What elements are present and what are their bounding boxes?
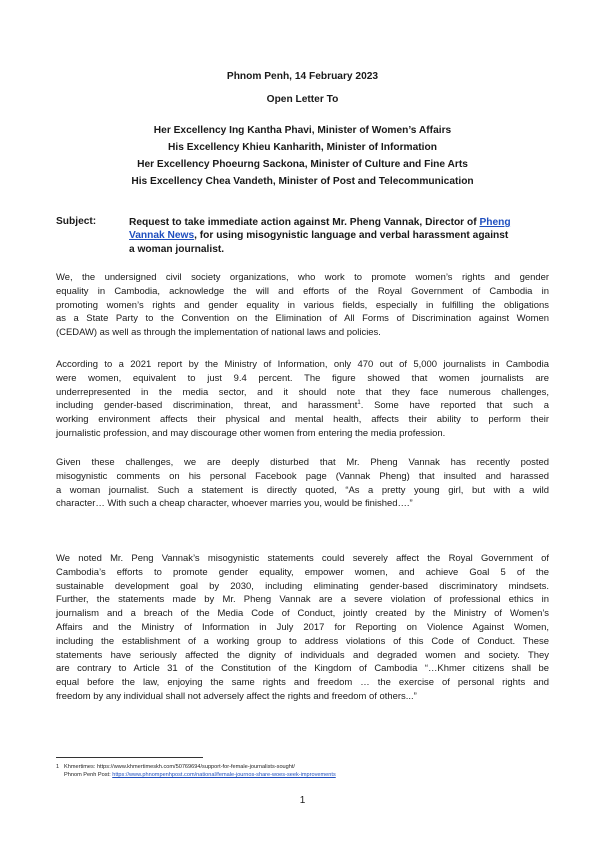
- paragraph-3: [56, 456, 549, 511]
- footnote-text[interactable]: Khmertimes: https://www.khmertimeskh.com/50769694/support-for-female-journalists-sought/: [64, 764, 295, 770]
- paragraph-4: [56, 552, 549, 704]
- text-line: including the establishment of a working group to address violations of this Code of Conduct. These: [56, 635, 549, 647]
- subject-label: Subject:: [56, 216, 97, 227]
- footnote-label: Phnom Penh Post:: [64, 772, 113, 778]
- text-line: Further, the statements made by Mr. Pheng Vannak are a severe violation of professional ethics in: [56, 594, 549, 606]
- recipient-line: His Excellency Chea Vandeth, Minister of Post and Telecommunication: [131, 176, 474, 187]
- text-line: underrepresented in the media sector, and it should note that they face numerous challenges,: [56, 386, 549, 398]
- subject-text: [129, 216, 549, 256]
- paragraph-1: [56, 271, 549, 340]
- pheng-vannak-news-link[interactable]: Pheng: [479, 217, 511, 228]
- text-segment: including gender-based discrimination, threat, and harassment: [56, 400, 358, 412]
- footnote-1-line-2: [64, 772, 336, 778]
- footnote-ref[interactable]: 1: [357, 400, 361, 407]
- text-line: were women, equivalent to just 9.4 percent. The figure showed that women journalists are: [56, 372, 549, 384]
- footnote-number: 1: [56, 764, 60, 770]
- text-line: Affairs and the Ministry of Information in July 2017 for Reporting on Violence Against Women,: [56, 621, 549, 633]
- pheng-vannak-news-link[interactable]: Vannak News: [129, 230, 195, 242]
- text-line: According to a 2021 report by the Ministry of Information, only 470 out of 5,000 journalists in Cambodia: [56, 359, 549, 370]
- text-line: journalism and a breach of the Media Code of Conduct, jointly created by the Ministry of Women’s: [56, 608, 549, 620]
- text-line: character… With such a cheap character, whoever marries you, would be finished….”: [56, 498, 413, 510]
- text-line: working environment affects their physical and mental health, affects their ability to perform their: [56, 414, 549, 426]
- recipient-line: His Excellency Khieu Kanharith, Minister of Information: [168, 142, 437, 153]
- text-line: We, the undersigned civil society organizations, who work to promote women’s rights and gender: [56, 272, 549, 283]
- place-date: Phnom Penh, 14 February 2023: [226, 71, 379, 82]
- text-line-with-footnote: [56, 399, 549, 413]
- text-line: equality in Cambodia, acknowledge the will and efforts of the Royal Government of Cambodia in: [56, 285, 549, 297]
- recipient-line: Her Excellency Ing Kantha Phavi, Minister of Women’s Affairs: [153, 125, 452, 136]
- text-line: are contrary to Article 31 of the Constitution of the Kingdom of Cambodia “…Khmer citizens shall be: [56, 663, 549, 675]
- footnote-divider: [56, 757, 203, 758]
- subject-line-1: Request to take immediate action against Mr. Pheng Vannak, Director of: [129, 217, 480, 228]
- text-line: Cambodia’s efforts to promote gender equality, empower women, and achieve Goal 5 of the: [56, 566, 549, 578]
- text-line: a woman journalist. Such a statement is directly quoted, “As a pretty young girl, but with a wild: [56, 484, 549, 496]
- text-line: promoting women’s rights and gender equality in various fields, especially in fulfilling the obligations: [56, 299, 549, 311]
- text-line: equal before the law, enjoying the same rights and freedom … the exercise of personal rights and: [56, 677, 549, 689]
- footnote-1: [56, 764, 295, 770]
- paragraph-2: [56, 358, 549, 441]
- subject-line-2: , for using misogynistic language and verbal harassment against: [194, 230, 509, 242]
- text-line: We noted Mr. Peng Vannak’s misogynistic statements could severely affect the Royal Government of: [56, 553, 549, 564]
- text-line: (CEDAW) as well as through the implementation of national laws and policies.: [56, 327, 381, 339]
- recipient-line: Her Excellency Phoeurng Sackona, Minister of Culture and Fine Arts: [137, 159, 468, 170]
- text-line: journalistic profession, and may discourage other women from entering the media profession.: [56, 427, 446, 439]
- text-line: sustainable development goal by 2030, including eliminating gender-based discriminatory mindsets.: [56, 580, 549, 592]
- text-line: misogynistic comments on his personal Facebook page (Vannak Pheng) that insulted and harassed: [56, 470, 549, 482]
- text-line: Given these challenges, we are deeply disturbed that Mr. Pheng Vannak has recently posted: [56, 457, 549, 468]
- text-line: freedom by any individual shall not adversely affect the rights and freedom of others...”: [56, 690, 417, 702]
- page-number: 1: [299, 795, 306, 806]
- text-line: statements have seriously affected the dignity of individuals and degraded women and society. They: [56, 649, 549, 661]
- subject-line-3: a woman journalist.: [129, 243, 225, 255]
- phnom-penh-post-link[interactable]: https://www.phnompenhpost.com/national/female-journos-share-woes-seek-improvements: [112, 772, 336, 778]
- text-segment: . Some have reported that such a: [360, 400, 549, 412]
- text-line: as a State Party to the Convention on the Elimination of All Forms of Discrimination against Women: [56, 313, 549, 325]
- letter-title: Open Letter To: [266, 94, 339, 105]
